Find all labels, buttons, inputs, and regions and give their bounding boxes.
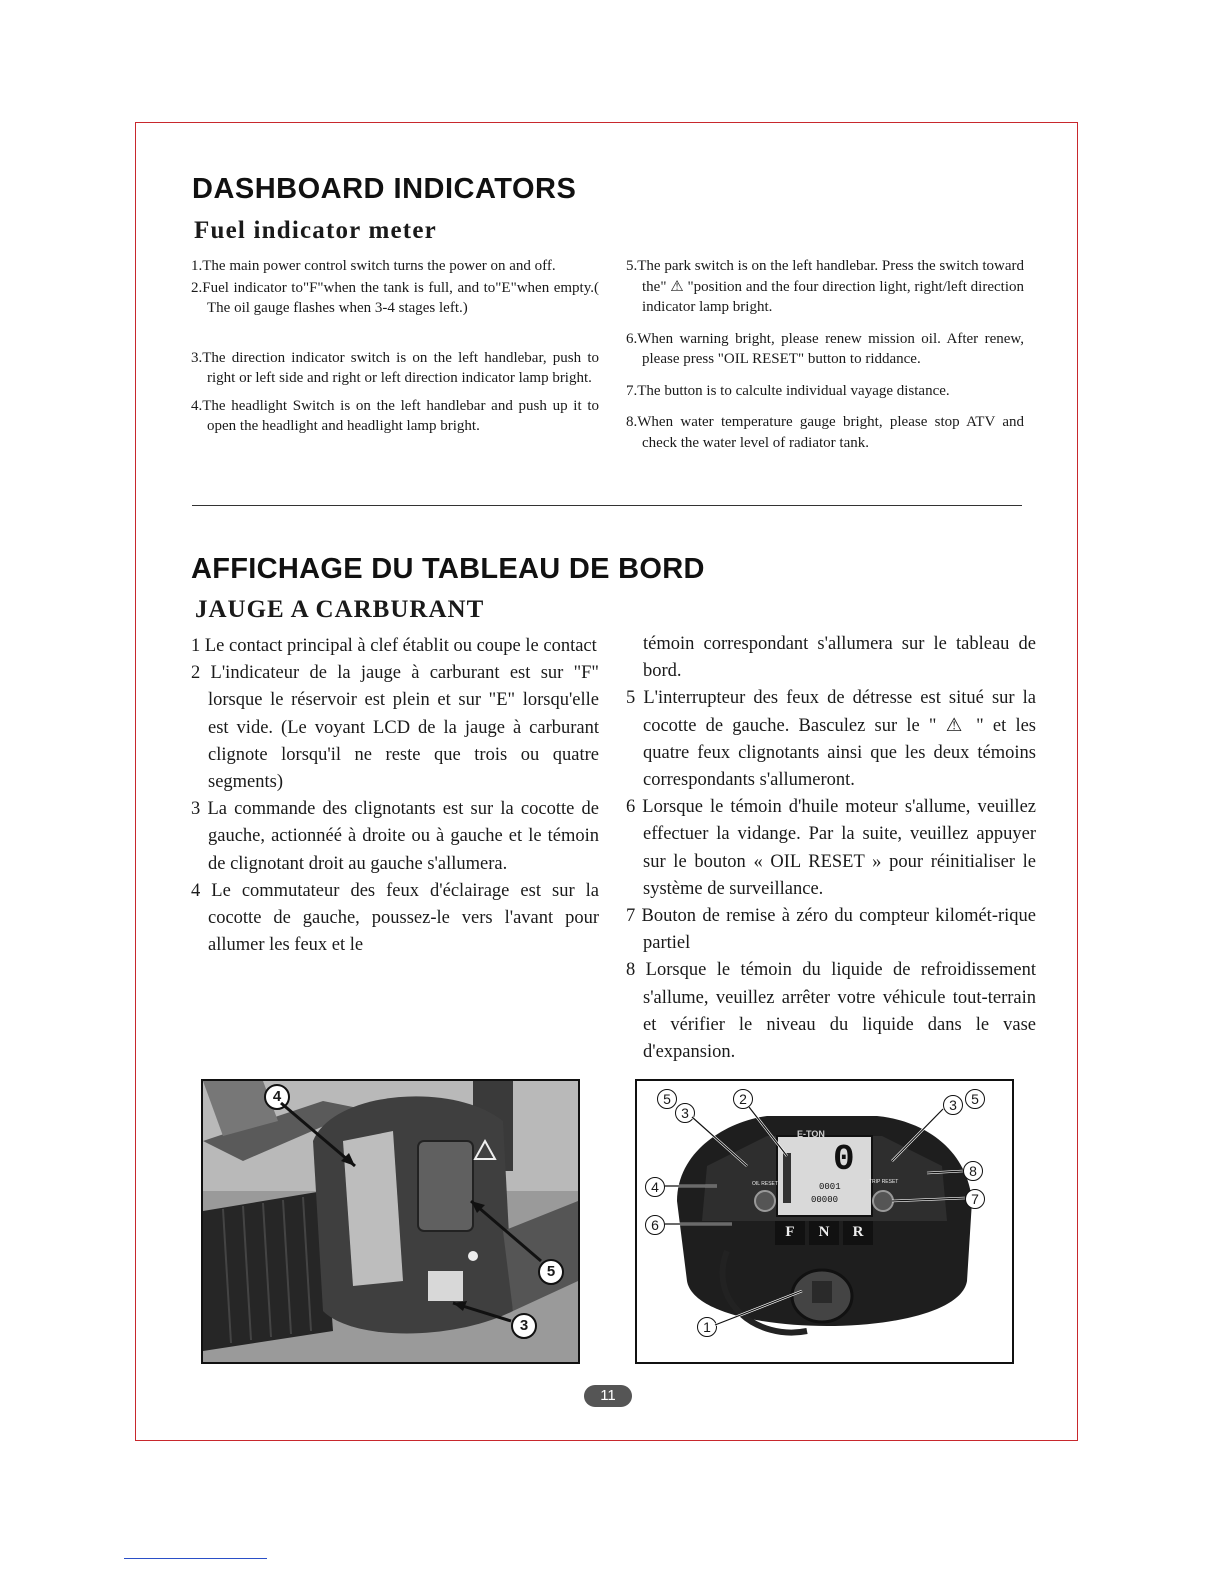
fr-item-3: 3 La commande des clignotants est sur la cocotte de gauche, actionnéé à droite ou à gauche et le témoin de clignotant droit au gauche s'allumera. [191, 799, 599, 874]
fr-right-column [626, 631, 1036, 1066]
brand-label: E-TON [797, 1129, 825, 1139]
gear-r-label: R [852, 1224, 864, 1240]
callout-3-right: 3 [943, 1095, 963, 1115]
en-item-4: 4.The headlight Switch is on the left handlebar and push up it to open the headlight and headlight lamp bright. [191, 397, 599, 434]
subheading-en: Fuel indicator meter [194, 217, 437, 244]
callout-3-left: 3 [675, 1103, 695, 1123]
section-divider [192, 505, 1022, 506]
en-left-column [191, 256, 599, 437]
en-item-5: 5.The park switch is on the left handlebar. Press the switch toward the" ⚠ "position and the four direction light, right/left direction indicator lamp bright. [626, 258, 1024, 315]
fr-item-7: 7 Bouton de remise à zéro du compteur kilomét-rique partiel [626, 906, 1036, 954]
en-item-7: 7.The button is to calculte individual vayage distance. [626, 382, 950, 399]
fr-item-1: 1 Le contact principal à clef établit ou coupe le contact [191, 636, 597, 656]
dashboard-cluster-photo [635, 1079, 1014, 1364]
heading-fr: AFFICHAGE DU TABLEAU DE BORD [191, 553, 705, 585]
callout-4: 4 [264, 1084, 290, 1110]
fr-left-column [191, 633, 599, 959]
callout-7: 7 [965, 1189, 985, 1209]
trip-reset-label: TRIP RESET [869, 1179, 899, 1185]
callout-1: 1 [697, 1317, 717, 1337]
subheading-fr: JAUGE A CARBURANT [195, 596, 485, 623]
callout-8: 8 [963, 1161, 983, 1181]
page-number: 11 [584, 1385, 632, 1407]
lcd-odo-bottom: 00000 [811, 1195, 839, 1205]
callout-4: 4 [645, 1177, 665, 1197]
callout-5-right: 5 [965, 1089, 985, 1109]
callout-5-left: 5 [657, 1089, 677, 1109]
fr-item-4: 4 Le commutateur des feux d'éclairage est sur la cocotte de gauche, poussez-le vers l'avant pour allumer les feux et le [191, 880, 599, 956]
en-right-column [626, 256, 1024, 453]
lcd-odo-top: 0001 [819, 1182, 841, 1192]
footnote-rule [124, 1558, 267, 1559]
fr-item-5: 5 L'interrupteur des feux de détresse est situé sur la cocotte de gauche. Basculez sur le " ⚠ " et les quatre feux clignotants ainsi que les deux témoins correspondants s'allumeront. [626, 688, 1036, 791]
en-item-8: 8.When water temperature gauge bright, please stop ATV and check the water level of radiator tank. [626, 414, 1024, 451]
en-item-1: 1.The main power control switch turns the power on and off. [191, 258, 556, 274]
heading-en: DASHBOARD INDICATORS [192, 173, 577, 205]
gear-n-label: N [818, 1224, 830, 1240]
callout-arrows [203, 1081, 578, 1362]
fr-item-8: 8 Lorsque le témoin du liquide de refroidissement s'allume, veuillez arrêter votre véhicule tout-terrain et vérifier le niveau du liquide dans le vase d'expansion. [626, 960, 1036, 1063]
callout-5: 5 [538, 1259, 564, 1285]
callout-6: 6 [645, 1215, 665, 1235]
handlebar-switch-photo [201, 1079, 580, 1364]
en-item-2: 2.Fuel indicator to"F"when the tank is full, and to"E"when empty.( The oil gauge flashes when 3-4 stages left.) [191, 279, 599, 316]
en-item-3: 3.The direction indicator switch is on the left handlebar, push to right or left side and right or left direction indicator lamp bright. [191, 349, 599, 386]
fr-item-2: 2 L'indicateur de la jauge à carburant est sur "F" lorsque le réservoir est plein et sur "E" lorsqu'elle est vide. (Le voyant LCD de la jauge à carburant clignote lorsqu'il ne reste que trois ou quatre segments) [191, 663, 599, 793]
gear-f-label: F [785, 1224, 795, 1240]
fr-item-6: 6 Lorsque le témoin d'huile moteur s'allume, veuillez effectuer la vidange. Par la suite, veuillez appuyer sur le bouton « OIL RESET » pour réinitialiser le système de surveillance. [626, 797, 1036, 899]
cluster-callout-arrows [637, 1081, 1012, 1362]
en-item-6: 6.When warning bright, please renew mission oil. After renew, please press "OIL RESET" button to riddance. [626, 330, 1024, 367]
oil-reset-label: OIL RESET [752, 1181, 778, 1187]
fr-item-4-cont: témoin correspondant s'allumera sur le tableau de bord. [643, 634, 1036, 682]
lcd-speed-digit: 0 [833, 1139, 855, 1180]
callout-3: 3 [511, 1313, 537, 1339]
callout-2: 2 [733, 1089, 753, 1109]
